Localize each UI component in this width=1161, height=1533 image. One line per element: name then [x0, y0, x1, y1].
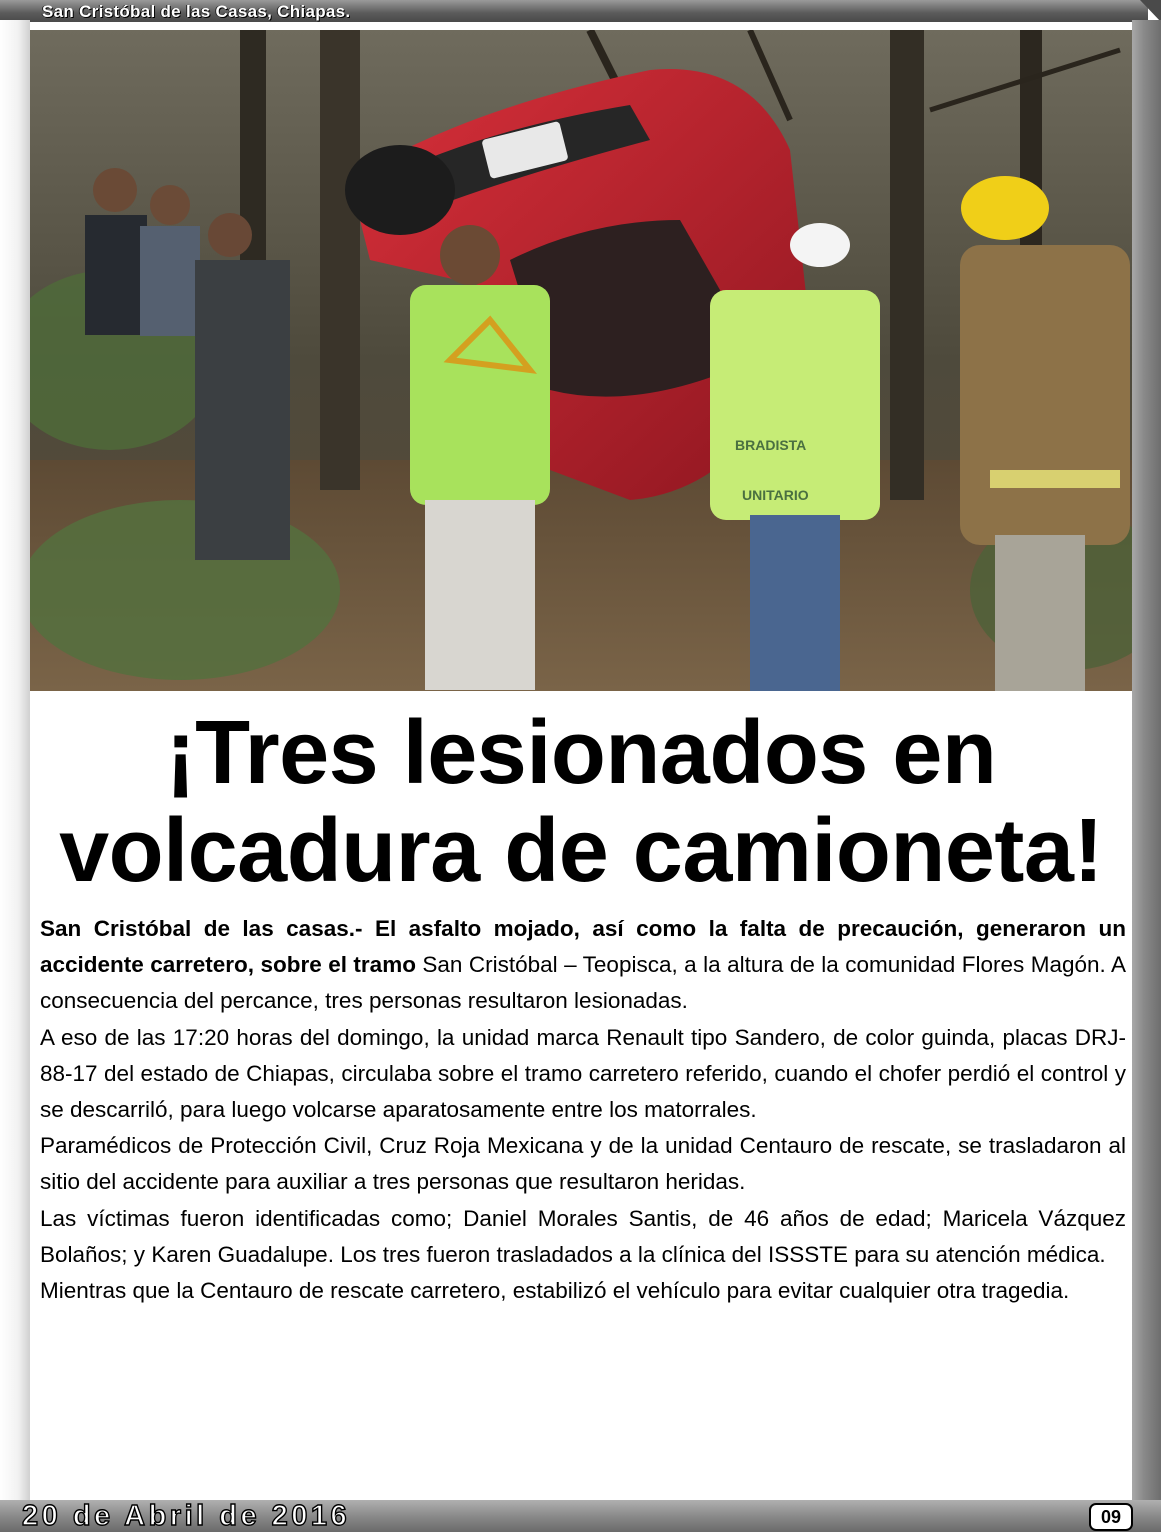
headline — [30, 704, 1132, 900]
article-lead: San Cristóbal de las casas.- El asfalto mojado, así como la falta de precaución, generaron un accidente carretero, sobre el tramo — [40, 916, 1126, 978]
vest-text-1: BRADISTA — [735, 437, 807, 453]
article-paragraph-4: Las víctimas fueron identificadas como; Daniel Morales Santis, de 46 años de edad; Maricela Vázquez Bolaños; y Karen Guadalupe. Los tres fueron trasladados a la clínica del ISSSTE para su atención médica. — [40, 1205, 1126, 1267]
article-paragraph-2: A eso de las 17:20 horas del domingo, la unidad marca Renault tipo Sandero, de color guinda, placas DRJ-88-17 del estado de Chiapas, circulaba sobre el tramo carretero referido, cuando el chofer perdió el control y se descarriló, para luego volcarse aparatosamente entre los matorrales. — [40, 1024, 1126, 1123]
accident-photo — [30, 30, 1132, 691]
left-frame-border — [0, 20, 30, 1500]
article-paragraph-1 — [40, 911, 1126, 1020]
top-frame-corner — [1140, 0, 1161, 22]
headline-line-1: ¡Tres lesionados en — [165, 703, 997, 803]
headline-line-2: volcadura de camioneta! — [59, 801, 1103, 901]
footer-date: 20 de Abril de 2016 — [22, 1500, 351, 1532]
page-number: 09 — [1089, 1503, 1133, 1531]
right-frame-border — [1132, 20, 1161, 1500]
vest-text-2: UNITARIO — [742, 487, 809, 503]
article-paragraph-1-rest: San Cristóbal – Teopisca, a la altura de la comunidad Flores Magón. A consecuencia del percance, tres personas resultaron lesionadas. — [40, 952, 1126, 1014]
article-paragraph-3: Paramédicos de Protección Civil, Cruz Roja Mexicana y de la unidad Centauro de rescate, se trasladaron al sitio del accidente para auxiliar a tres personas que resultaron heridas. — [40, 1133, 1126, 1195]
article-body — [40, 911, 1126, 1309]
article-paragraph-5: Mientras que la Centauro de rescate carretero, estabilizó el vehículo para evitar cualquier otra tragedia. — [40, 1278, 1070, 1304]
header-location: San Cristóbal de las Casas, Chiapas. — [42, 2, 351, 21]
